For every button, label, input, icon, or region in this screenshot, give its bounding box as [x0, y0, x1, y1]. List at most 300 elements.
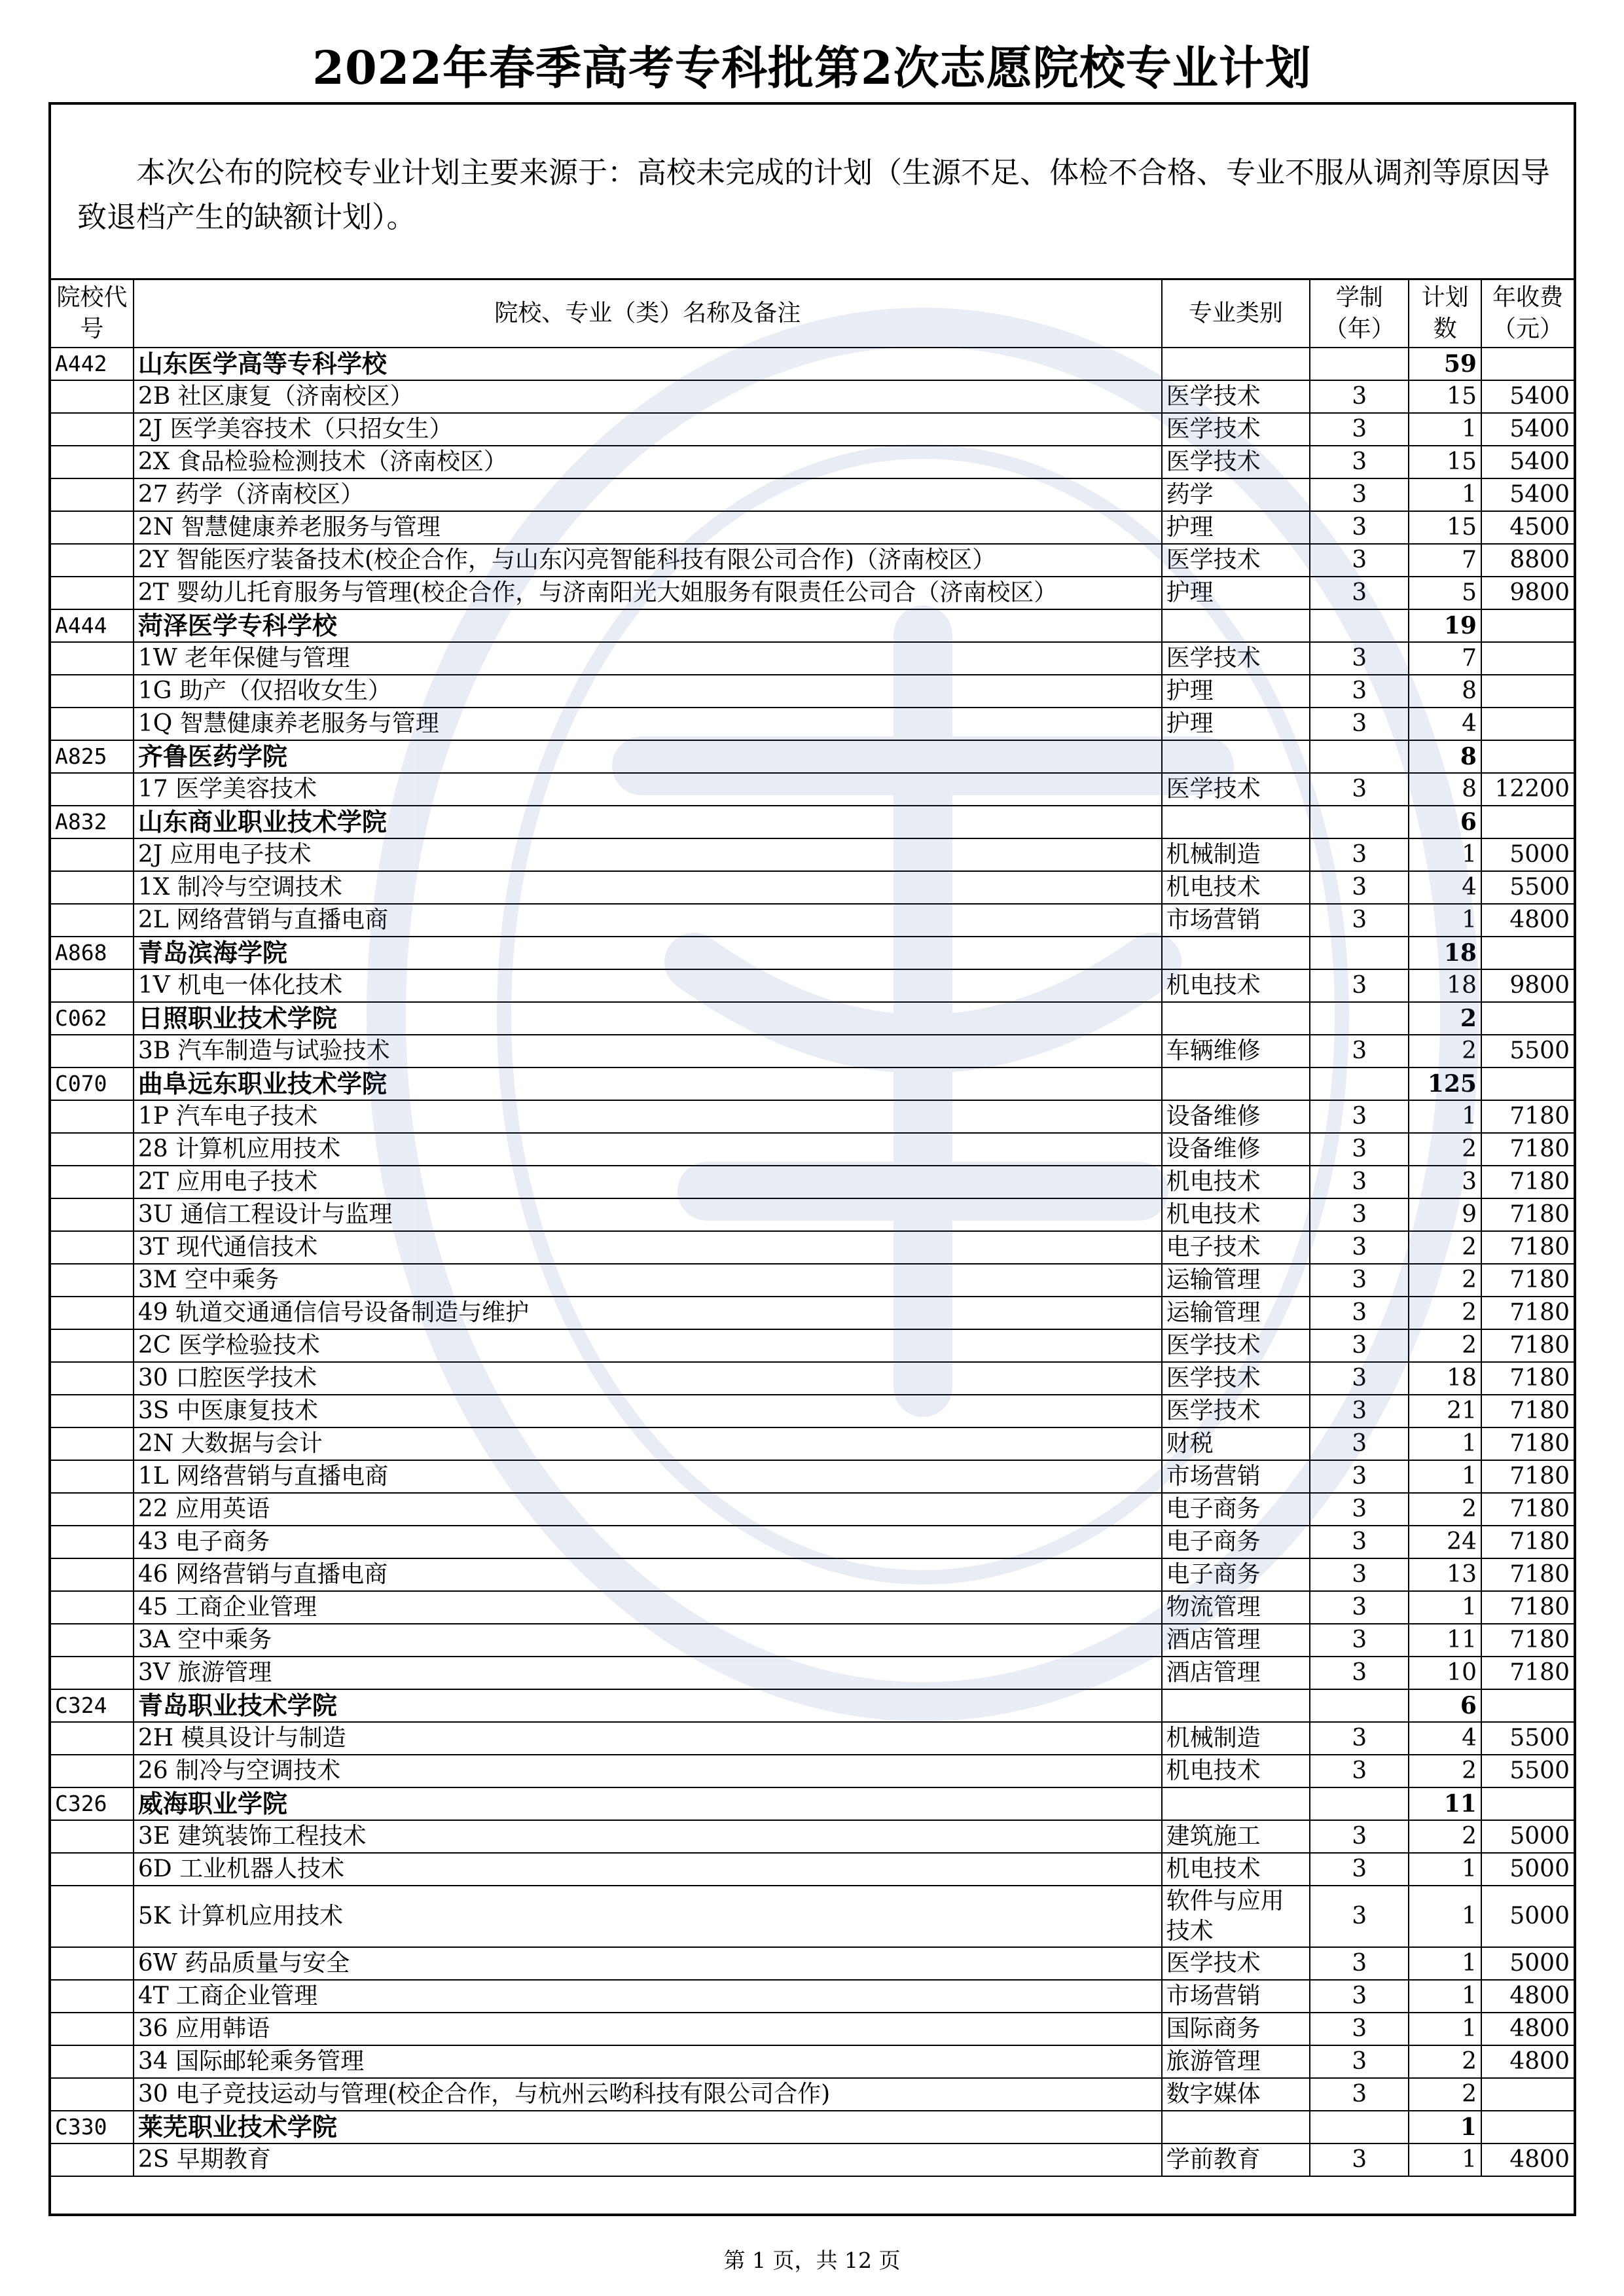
- major-code-empty: [51, 838, 134, 871]
- notice-paragraph: 本次公布的院校专业计划主要来源于：高校未完成的计划（生源不足、体检不合格、专业不服从调剂等原因导致退档产生的缺额计划）。: [51, 105, 1574, 280]
- major-fee: 9800: [1481, 577, 1574, 609]
- major-plan: 1: [1409, 413, 1481, 446]
- major-plan: 2: [1409, 1329, 1481, 1362]
- major-fee: 4800: [1481, 2144, 1574, 2176]
- header-fee: 年收费（元）: [1481, 280, 1574, 348]
- major-duration: 3: [1310, 1460, 1409, 1493]
- major-category: 市场营销: [1162, 904, 1310, 937]
- major-duration: 3: [1310, 1886, 1409, 1947]
- major-category: 机械制造: [1162, 1722, 1310, 1755]
- major-row: [51, 1362, 1574, 1395]
- major-code-empty: [51, 904, 134, 937]
- major-fee: 7180: [1481, 1657, 1574, 1689]
- major-name: 2T 婴幼儿托育服务与管理(校企合作，与济南阳光大姐服务有限责任公司合（济南校区）: [134, 577, 1162, 609]
- major-row: [51, 544, 1574, 577]
- major-duration: 3: [1310, 708, 1409, 740]
- major-plan: 4: [1409, 871, 1481, 904]
- major-category: 机电技术: [1162, 1755, 1310, 1787]
- major-plan: 18: [1409, 1362, 1481, 1395]
- major-code-empty: [51, 1035, 134, 1067]
- major-code-empty: [51, 1755, 134, 1787]
- major-duration: 3: [1310, 1820, 1409, 1853]
- major-name: 1X 制冷与空调技术: [134, 871, 1162, 904]
- school-row: [51, 1002, 1574, 1035]
- major-code-empty: [51, 642, 134, 675]
- school-code: A868: [51, 937, 134, 969]
- major-fee: 7180: [1481, 1362, 1574, 1395]
- major-fee: 8800: [1481, 544, 1574, 577]
- major-plan: 9: [1409, 1198, 1481, 1231]
- major-duration: 3: [1310, 773, 1409, 806]
- school-row: [51, 937, 1574, 969]
- major-row: [51, 1591, 1574, 1624]
- major-name: 28 计算机应用技术: [134, 1133, 1162, 1166]
- major-fee: 4800: [1481, 1980, 1574, 2013]
- major-fee: 7180: [1481, 1133, 1574, 1166]
- major-category: 酒店管理: [1162, 1624, 1310, 1657]
- major-fee: 12200: [1481, 773, 1574, 806]
- major-category: 医学技术: [1162, 380, 1310, 413]
- major-fee: 5400: [1481, 478, 1574, 511]
- major-row: [51, 446, 1574, 478]
- major-plan: 1: [1409, 1427, 1481, 1460]
- major-duration: 3: [1310, 1526, 1409, 1558]
- major-row: [51, 1493, 1574, 1526]
- major-name: 1L 网络营销与直播电商: [134, 1460, 1162, 1493]
- major-code-empty: [51, 478, 134, 511]
- major-row: [51, 871, 1574, 904]
- school-fee-empty: [1481, 609, 1574, 642]
- major-plan: 3: [1409, 1166, 1481, 1198]
- major-plan: 2: [1409, 1820, 1481, 1853]
- major-duration: 3: [1310, 511, 1409, 544]
- major-name: 1P 汽车电子技术: [134, 1100, 1162, 1133]
- school-row: [51, 1787, 1574, 1820]
- major-name: 2J 应用电子技术: [134, 838, 1162, 871]
- major-duration: 3: [1310, 1558, 1409, 1591]
- major-name: 49 轨道交通通信信号设备制造与维护: [134, 1297, 1162, 1329]
- school-code: C062: [51, 1002, 134, 1035]
- major-duration: 3: [1310, 1198, 1409, 1231]
- major-category: 医学技术: [1162, 413, 1310, 446]
- major-code-empty: [51, 708, 134, 740]
- major-code-empty: [51, 1493, 134, 1526]
- major-fee: 7180: [1481, 1558, 1574, 1591]
- school-name: 菏泽医学专科学校: [134, 609, 1162, 642]
- major-code-empty: [51, 1427, 134, 1460]
- school-duration-empty: [1310, 2111, 1409, 2144]
- major-category: 医学技术: [1162, 773, 1310, 806]
- major-row: [51, 1526, 1574, 1558]
- plan-sheet: [48, 102, 1576, 2216]
- major-name: 5K 计算机应用技术: [134, 1886, 1162, 1947]
- school-duration-empty: [1310, 348, 1409, 380]
- major-duration: 3: [1310, 380, 1409, 413]
- school-category-empty: [1162, 1787, 1310, 1820]
- major-row: [51, 1947, 1574, 1980]
- school-plan-total: 18: [1409, 937, 1481, 969]
- major-fee: 7180: [1481, 1297, 1574, 1329]
- major-fee: 5400: [1481, 413, 1574, 446]
- major-duration: 3: [1310, 577, 1409, 609]
- major-name: 4T 工商企业管理: [134, 1980, 1162, 2013]
- major-plan: 1: [1409, 2144, 1481, 2176]
- major-plan: 15: [1409, 380, 1481, 413]
- major-plan: 21: [1409, 1395, 1481, 1427]
- school-name: 山东商业职业技术学院: [134, 806, 1162, 838]
- major-code-empty: [51, 1853, 134, 1886]
- major-category: 国际商务: [1162, 2013, 1310, 2045]
- major-duration: 3: [1310, 413, 1409, 446]
- major-category: 设备维修: [1162, 1100, 1310, 1133]
- major-name: 26 制冷与空调技术: [134, 1755, 1162, 1787]
- major-row: [51, 1264, 1574, 1297]
- major-row: [51, 1558, 1574, 1591]
- major-code-empty: [51, 1591, 134, 1624]
- school-fee-empty: [1481, 2111, 1574, 2144]
- major-code-empty: [51, 1980, 134, 2013]
- major-code-empty: [51, 969, 134, 1002]
- major-duration: 3: [1310, 1591, 1409, 1624]
- major-row: [51, 1427, 1574, 1460]
- major-code-empty: [51, 446, 134, 478]
- major-name: 46 网络营销与直播电商: [134, 1558, 1162, 1591]
- major-name: 45 工商企业管理: [134, 1591, 1162, 1624]
- major-category: 市场营销: [1162, 1460, 1310, 1493]
- major-plan: 4: [1409, 708, 1481, 740]
- school-duration-empty: [1310, 740, 1409, 773]
- major-plan: 8: [1409, 675, 1481, 708]
- major-duration: 3: [1310, 1100, 1409, 1133]
- major-name: 34 国际邮轮乘务管理: [134, 2045, 1162, 2078]
- major-code-empty: [51, 577, 134, 609]
- major-category: 医学技术: [1162, 1329, 1310, 1362]
- major-fee: 9800: [1481, 969, 1574, 1002]
- major-category: 运输管理: [1162, 1264, 1310, 1297]
- major-row: [51, 1100, 1574, 1133]
- school-plan-total: 6: [1409, 1689, 1481, 1722]
- school-row: [51, 348, 1574, 380]
- major-category: 运输管理: [1162, 1297, 1310, 1329]
- school-fee-empty: [1481, 740, 1574, 773]
- school-row: [51, 806, 1574, 838]
- major-fee: 7180: [1481, 1526, 1574, 1558]
- major-row: [51, 1853, 1574, 1886]
- major-plan: 1: [1409, 1591, 1481, 1624]
- major-duration: 3: [1310, 1035, 1409, 1067]
- major-plan: 13: [1409, 1558, 1481, 1591]
- school-fee-empty: [1481, 1689, 1574, 1722]
- major-category: 旅游管理: [1162, 2045, 1310, 2078]
- major-duration: 3: [1310, 1657, 1409, 1689]
- major-fee: 7180: [1481, 1329, 1574, 1362]
- major-name: 30 电子竞技运动与管理(校企合作，与杭州云哟科技有限公司合作): [134, 2078, 1162, 2111]
- major-category: 建筑施工: [1162, 1820, 1310, 1853]
- major-category: 机电技术: [1162, 871, 1310, 904]
- major-duration: 3: [1310, 1980, 1409, 2013]
- major-plan: 11: [1409, 1624, 1481, 1657]
- major-duration: 3: [1310, 2045, 1409, 2078]
- school-name: 齐鲁医药学院: [134, 740, 1162, 773]
- major-fee: 7180: [1481, 1591, 1574, 1624]
- major-plan: 2: [1409, 1133, 1481, 1166]
- major-name: 2J 医学美容技术（只招女生）: [134, 413, 1162, 446]
- major-name: 2Y 智能医疗装备技术(校企合作，与山东闪亮智能科技有限公司合作)（济南校区）: [134, 544, 1162, 577]
- major-category: 物流管理: [1162, 1591, 1310, 1624]
- major-duration: 3: [1310, 642, 1409, 675]
- major-category: 药学: [1162, 478, 1310, 511]
- major-name: 1V 机电一体化技术: [134, 969, 1162, 1002]
- major-category: 市场营销: [1162, 1980, 1310, 2013]
- major-plan: 10: [1409, 1657, 1481, 1689]
- major-duration: 3: [1310, 838, 1409, 871]
- major-plan: 15: [1409, 511, 1481, 544]
- major-code-empty: [51, 380, 134, 413]
- major-plan: 1: [1409, 1853, 1481, 1886]
- school-duration-empty: [1310, 937, 1409, 969]
- major-code-empty: [51, 1657, 134, 1689]
- major-plan: 4: [1409, 1722, 1481, 1755]
- major-fee: 7180: [1481, 1493, 1574, 1526]
- major-code-empty: [51, 1395, 134, 1427]
- major-name: 1W 老年保健与管理: [134, 642, 1162, 675]
- school-row: [51, 609, 1574, 642]
- major-row: [51, 773, 1574, 806]
- school-plan-total: 2: [1409, 1002, 1481, 1035]
- school-plan-total: 59: [1409, 348, 1481, 380]
- school-fee-empty: [1481, 1067, 1574, 1100]
- school-code: A825: [51, 740, 134, 773]
- major-fee: 5000: [1481, 1820, 1574, 1853]
- major-name: 2X 食品检验检测技术（济南校区）: [134, 446, 1162, 478]
- major-duration: 3: [1310, 969, 1409, 1002]
- major-name: 2B 社区康复（济南校区）: [134, 380, 1162, 413]
- major-code-empty: [51, 1166, 134, 1198]
- major-row: [51, 642, 1574, 675]
- major-plan: 1: [1409, 904, 1481, 937]
- major-category: 医学技术: [1162, 446, 1310, 478]
- school-name: 青岛职业技术学院: [134, 1689, 1162, 1722]
- school-plan-total: 11: [1409, 1787, 1481, 1820]
- major-duration: 3: [1310, 446, 1409, 478]
- major-row: [51, 2078, 1574, 2111]
- major-plan: 15: [1409, 446, 1481, 478]
- school-row: [51, 1067, 1574, 1100]
- major-fee: 5000: [1481, 1947, 1574, 1980]
- header-name: 院校、专业（类）名称及备注: [134, 280, 1162, 348]
- table-header-row: [51, 280, 1574, 348]
- major-category: 医学技术: [1162, 1362, 1310, 1395]
- major-row: [51, 1657, 1574, 1689]
- school-duration-empty: [1310, 806, 1409, 838]
- major-duration: 3: [1310, 1329, 1409, 1362]
- school-code: C324: [51, 1689, 134, 1722]
- major-code-empty: [51, 1297, 134, 1329]
- major-category: 机电技术: [1162, 1198, 1310, 1231]
- school-fee-empty: [1481, 1002, 1574, 1035]
- major-plan: 2: [1409, 2078, 1481, 2111]
- major-row: [51, 1820, 1574, 1853]
- school-category-empty: [1162, 1689, 1310, 1722]
- major-plan: 2: [1409, 1297, 1481, 1329]
- major-row: [51, 2045, 1574, 2078]
- major-plan: 2: [1409, 1493, 1481, 1526]
- header-plan: 计划数: [1409, 280, 1481, 348]
- school-row: [51, 1689, 1574, 1722]
- major-code-empty: [51, 2144, 134, 2176]
- major-duration: 3: [1310, 1231, 1409, 1264]
- major-duration: 3: [1310, 1264, 1409, 1297]
- major-fee: 7180: [1481, 1231, 1574, 1264]
- major-category: 财税: [1162, 1427, 1310, 1460]
- school-duration-empty: [1310, 609, 1409, 642]
- major-duration: 3: [1310, 1722, 1409, 1755]
- major-row: [51, 1722, 1574, 1755]
- school-fee-empty: [1481, 348, 1574, 380]
- school-category-empty: [1162, 2111, 1310, 2144]
- major-row: [51, 1980, 1574, 2013]
- major-code-empty: [51, 675, 134, 708]
- major-row: [51, 2144, 1574, 2176]
- major-category: 数字媒体: [1162, 2078, 1310, 2111]
- major-plan: 7: [1409, 544, 1481, 577]
- major-duration: 3: [1310, 904, 1409, 937]
- major-name: 3M 空中乘务: [134, 1264, 1162, 1297]
- major-name: 3U 通信工程设计与监理: [134, 1198, 1162, 1231]
- school-code: A442: [51, 348, 134, 380]
- school-name: 山东医学高等专科学校: [134, 348, 1162, 380]
- major-fee: 5500: [1481, 1722, 1574, 1755]
- school-code: A444: [51, 609, 134, 642]
- school-category-empty: [1162, 937, 1310, 969]
- major-fee: [1481, 708, 1574, 740]
- major-code-empty: [51, 2013, 134, 2045]
- school-name: 曲阜远东职业技术学院: [134, 1067, 1162, 1100]
- major-row: [51, 2013, 1574, 2045]
- major-plan: 1: [1409, 1886, 1481, 1947]
- major-plan: 2: [1409, 1264, 1481, 1297]
- major-category: 学前教育: [1162, 2144, 1310, 2176]
- major-category: 机电技术: [1162, 969, 1310, 1002]
- major-fee: 4500: [1481, 511, 1574, 544]
- major-category: 机械制造: [1162, 838, 1310, 871]
- major-plan: 1: [1409, 478, 1481, 511]
- school-fee-empty: [1481, 1787, 1574, 1820]
- major-row: [51, 478, 1574, 511]
- major-row: [51, 1198, 1574, 1231]
- major-row: [51, 708, 1574, 740]
- major-plan: 1: [1409, 838, 1481, 871]
- school-plan-total: 125: [1409, 1067, 1481, 1100]
- school-category-empty: [1162, 348, 1310, 380]
- major-code-empty: [51, 544, 134, 577]
- major-row: [51, 1297, 1574, 1329]
- major-row: [51, 511, 1574, 544]
- major-category: 机电技术: [1162, 1853, 1310, 1886]
- major-category: 电子商务: [1162, 1526, 1310, 1558]
- major-name: 3S 中医康复技术: [134, 1395, 1162, 1427]
- major-code-empty: [51, 871, 134, 904]
- major-code-empty: [51, 511, 134, 544]
- major-plan: 2: [1409, 2045, 1481, 2078]
- major-row: [51, 1755, 1574, 1787]
- major-plan: 7: [1409, 642, 1481, 675]
- major-duration: 3: [1310, 1166, 1409, 1198]
- page-footer: 第 1 页，共 12 页: [723, 2248, 901, 2273]
- major-plan: 2: [1409, 1755, 1481, 1787]
- school-duration-empty: [1310, 1067, 1409, 1100]
- major-row: [51, 1133, 1574, 1166]
- major-fee: 7180: [1481, 1427, 1574, 1460]
- major-name: 3B 汽车制造与试验技术: [134, 1035, 1162, 1067]
- major-fee: 7180: [1481, 1198, 1574, 1231]
- school-duration-empty: [1310, 1787, 1409, 1820]
- major-fee: 7180: [1481, 1100, 1574, 1133]
- school-plan-total: 19: [1409, 609, 1481, 642]
- major-duration: 3: [1310, 1362, 1409, 1395]
- major-code-empty: [51, 1624, 134, 1657]
- school-fee-empty: [1481, 806, 1574, 838]
- major-plan: 1: [1409, 1947, 1481, 1980]
- major-category: 护理: [1162, 511, 1310, 544]
- major-category: 车辆维修: [1162, 1035, 1310, 1067]
- major-category: 电子商务: [1162, 1558, 1310, 1591]
- major-plan: 1: [1409, 2013, 1481, 2045]
- school-category-empty: [1162, 806, 1310, 838]
- major-fee: 4800: [1481, 2045, 1574, 2078]
- major-fee: 5000: [1481, 1853, 1574, 1886]
- school-category-empty: [1162, 609, 1310, 642]
- major-fee: 5500: [1481, 871, 1574, 904]
- major-fee: 5500: [1481, 1035, 1574, 1067]
- school-name: 威海职业学院: [134, 1787, 1162, 1820]
- major-name: 2N 大数据与会计: [134, 1427, 1162, 1460]
- major-fee: 7180: [1481, 1624, 1574, 1657]
- major-duration: 3: [1310, 478, 1409, 511]
- major-row: [51, 1329, 1574, 1362]
- school-category-empty: [1162, 740, 1310, 773]
- major-name: 2H 模具设计与制造: [134, 1722, 1162, 1755]
- major-fee: 7180: [1481, 1264, 1574, 1297]
- major-name: 27 药学（济南校区）: [134, 478, 1162, 511]
- major-fee: [1481, 642, 1574, 675]
- major-name: 22 应用英语: [134, 1493, 1162, 1526]
- header-code: 院校代号: [51, 280, 134, 348]
- school-plan-total: 6: [1409, 806, 1481, 838]
- major-name: 1G 助产（仅招收女生）: [134, 675, 1162, 708]
- school-row: [51, 740, 1574, 773]
- school-code: C070: [51, 1067, 134, 1100]
- school-code: A832: [51, 806, 134, 838]
- major-name: 17 医学美容技术: [134, 773, 1162, 806]
- major-code-empty: [51, 1460, 134, 1493]
- major-code-empty: [51, 1820, 134, 1853]
- major-category: 医学技术: [1162, 1947, 1310, 1980]
- major-category: 护理: [1162, 708, 1310, 740]
- major-duration: 3: [1310, 2078, 1409, 2111]
- major-duration: 3: [1310, 1427, 1409, 1460]
- major-duration: 3: [1310, 2144, 1409, 2176]
- major-duration: 3: [1310, 871, 1409, 904]
- major-code-empty: [51, 2078, 134, 2111]
- major-duration: 3: [1310, 544, 1409, 577]
- major-name: 2S 早期教育: [134, 2144, 1162, 2176]
- header-duration: 学制（年）: [1310, 280, 1409, 348]
- school-row: [51, 2111, 1574, 2144]
- major-fee: 5400: [1481, 380, 1574, 413]
- major-plan: 24: [1409, 1526, 1481, 1558]
- header-category: 专业类别: [1162, 280, 1310, 348]
